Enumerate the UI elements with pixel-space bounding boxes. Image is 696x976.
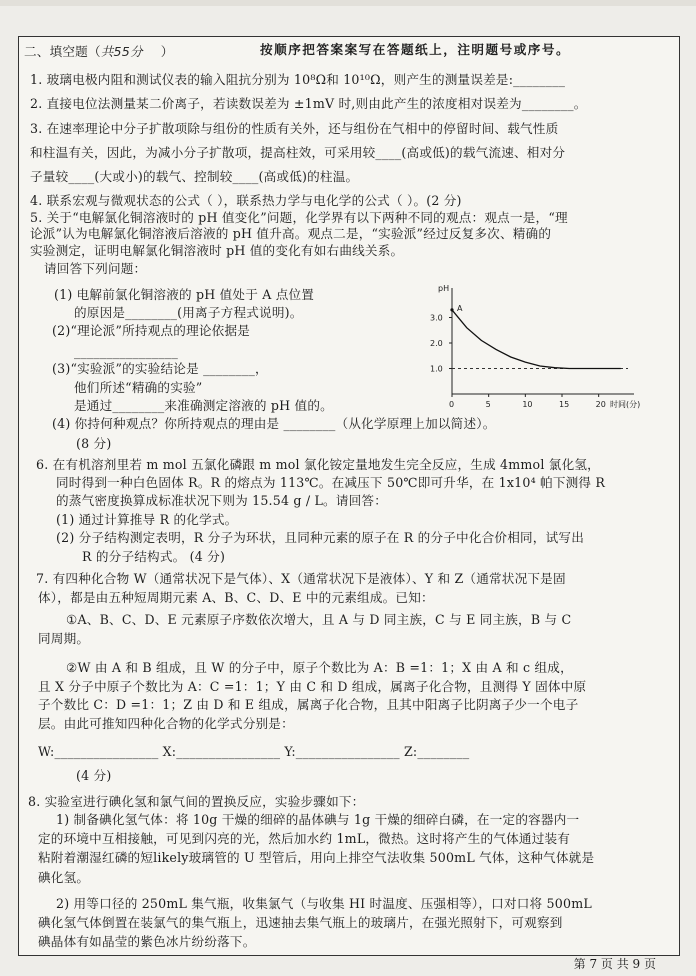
x-tick-label: 15 — [559, 400, 570, 409]
x-tick-label: 10 — [522, 400, 533, 409]
y-tick-label: 2.0 — [430, 339, 443, 348]
text-line-39: 粘附着潮湿红磷的短likely玻璃管的 U 型管后，用向上排空气法收集 500mL 气体，这种气体就是 — [38, 850, 595, 865]
text-line-43: 碘晶体有如晶莹的紫色冰片纷纷落下。 — [38, 934, 256, 949]
text-line-17: 是通过________来准确测定溶液的 pH 值的。 — [74, 398, 333, 413]
text-line-3: 3. 在速率理论中分子扩散项除与组份的性质有关外，还与组份在气相中的停留时间、载气性质 — [30, 121, 559, 136]
text-line-27: 体），都是由五种短周期元素 A、B、C、D、E 中的元素组成。已知： — [38, 590, 434, 605]
text-line-34: W:________________ X:________________ Y:________________ Z:________ — [38, 744, 470, 759]
section-title-close: ） — [160, 44, 174, 59]
text-line-8: 论派”认为电解氯化铜溶液后溶液的 pH 值升高。观点二是，“实验派”经过反复多次、精确的 — [30, 226, 552, 241]
text-line-30: ②W 由 A 和 B 组成，且 W 的分子中，原子个数比为 A：B =1：1；X 由 A 和 c 组成， — [66, 660, 573, 675]
text-line-12: 的原因是________(用离子方程式说明)。 — [74, 305, 303, 320]
text-line-21: 同时得到一种白色固体 R。R 的熔点为 113℃。在减压下 50℃即可升华，在 1x10⁴ 帕下测得 R — [56, 475, 606, 490]
text-line-36: 8. 实验室进行碘化氢和氯气间的置换反应，实验步骤如下： — [28, 794, 365, 809]
text-line-31: 且 X 分子中原子个数比为 A：C =1：1；Y 由 C 和 D 组成，属离子化合物，且测得 Y 固体中原 — [38, 679, 587, 694]
text-line-37: 1) 制备碘化氢气体：将 10g 干燥的细碎的晶体碘与 1g 干燥的细碎白磷，在一定的容器内一 — [56, 812, 580, 827]
text-line-20: 6. 在有机溶剂里若 m mol 五氯化磷跟 m mol 氯化铵定量地发生完全反应，生成 4mmol 氯化氢， — [36, 457, 600, 472]
text-line-42: 碘化氢气体倒置在装氯气的集气瓶上，迅速抽去集气瓶上的玻璃片，在强光照射下，可观察到 — [38, 915, 563, 930]
text-line-26: 7. 有四种化合物 W（通常状况下是气体）、X（通常状况下是液体）、Y 和 Z（通常状况下是固 — [36, 571, 566, 586]
text-line-5: 子量较____(大或小)的载气、控制较____(高或低)的柱温。 — [30, 169, 359, 184]
text-line-9: 实验测定，证明电解氯化铜溶液时 pH 值的变化有如右曲线关系。 — [30, 243, 404, 258]
instruction-text: 按顺序把答案案写在答题纸上，注明题号或序号。 — [260, 42, 571, 57]
text-line-2: 2. 直接电位法测量某二价离子，若读数误差为 ±1mV 时,则由此产生的浓度相对误差为________。 — [30, 96, 587, 111]
text-line-35: (4 分) — [76, 768, 112, 783]
text-line-32: 子个数比 C：D =1：1；Z 由 D 和 E 组成，属离子化合物，且其中阳离子比阴离子少一个电子 — [38, 697, 579, 712]
text-line-19: (8 分) — [76, 436, 112, 451]
text-line-13: (2)“理论派”所持观点的理论依据是 — [52, 323, 251, 338]
y-tick-label: 1.0 — [430, 364, 443, 374]
text-line-28: ①A、B、C、D、E 元素原子序数依次增大，且 A 与 D 同主族，C 与 E 同主族，B 与 C — [66, 612, 572, 627]
text-line-38: 定的环境中互相接触，可见到闪亮的光，然后加水约 1mL，微热。这时将产生的气体通过装有 — [38, 831, 571, 846]
x-axis-label: 时间(分) — [610, 400, 641, 409]
handwritten-score: 共55分 — [100, 44, 143, 59]
text-line-15: (3)“实验派”的实验结论是 ________， — [52, 361, 268, 376]
text-line-29: 同周期。 — [38, 631, 90, 646]
text-line-18: (4) 你持何种观点？你所持观点的理由是 ________（从化学原理上加以简述）。 — [52, 416, 496, 431]
text-line-25: R 的分子结构式。 (4 分) — [82, 549, 226, 564]
text-line-41: 2) 用等口径的 250mL 集气瓶，收集氯气（与收集 HI 时温度、压强相等），口对口将 500mL — [56, 896, 592, 911]
text-line-16: 他们所述“精确的实验” — [74, 380, 203, 395]
text-line-6: 4. 联系宏观与微观状态的公式（ ），联系热力学与电化学的公式（ ）。(2 分) — [30, 193, 462, 208]
ph-curve — [452, 310, 621, 369]
page-footer: 第 7 页 共 9 页 — [573, 957, 656, 971]
x-tick-label: 5 — [485, 400, 491, 409]
scan-edge — [0, 0, 696, 6]
text-line-22: 的蒸气密度换算成标准状况下则为 15.54 g / L。请回答： — [56, 493, 388, 508]
text-line-7: 5. 关于“电解氯化铜溶液时的 pH 值变化”问题，化学界有以下两种不同的观点：观点一是，“理 — [30, 210, 568, 225]
y-axis-label: pH — [438, 284, 450, 293]
point-a-label: A — [457, 303, 463, 313]
y-tick-label: 3.0 — [430, 313, 443, 323]
text-line-40: 碘化氢。 — [38, 870, 90, 885]
x-tick-label: 20 — [595, 400, 606, 409]
text-line-4: 和柱温有关，因此，为减小分子扩散项，提高柱效，可采用较____(高或低)的载气流速、相对分 — [30, 145, 566, 160]
section-header — [24, 44, 174, 60]
text-line-23: (1) 通过计算推导 R 的化学式。 — [56, 512, 238, 527]
text-line-10: 请回答下列问题： — [44, 261, 147, 276]
text-line-33: 层。由此可推知四种化合物的化学式分别是： — [38, 716, 294, 731]
text-line-24: (2) 分子结构测定表明，R 分子为环状，且同种元素的原子在 R 的分子中化合价相同，试写出 — [56, 530, 584, 545]
text-line-11: (1) 电解前氯化铜溶液的 pH 值处于 A 点位置 — [54, 287, 315, 302]
text-line-1: 1. 玻璃电极内阻和测试仪表的输入阻抗分别为 10⁸Ω和 10¹⁰Ω，则产生的测量误差是:________ — [30, 72, 566, 87]
text-line-14: ________________ — [74, 344, 178, 359]
ph-chart — [418, 282, 650, 412]
section-title: 二、填空题（ — [24, 44, 101, 59]
point-a — [450, 308, 453, 311]
x-tick-label: 0 — [449, 400, 455, 409]
